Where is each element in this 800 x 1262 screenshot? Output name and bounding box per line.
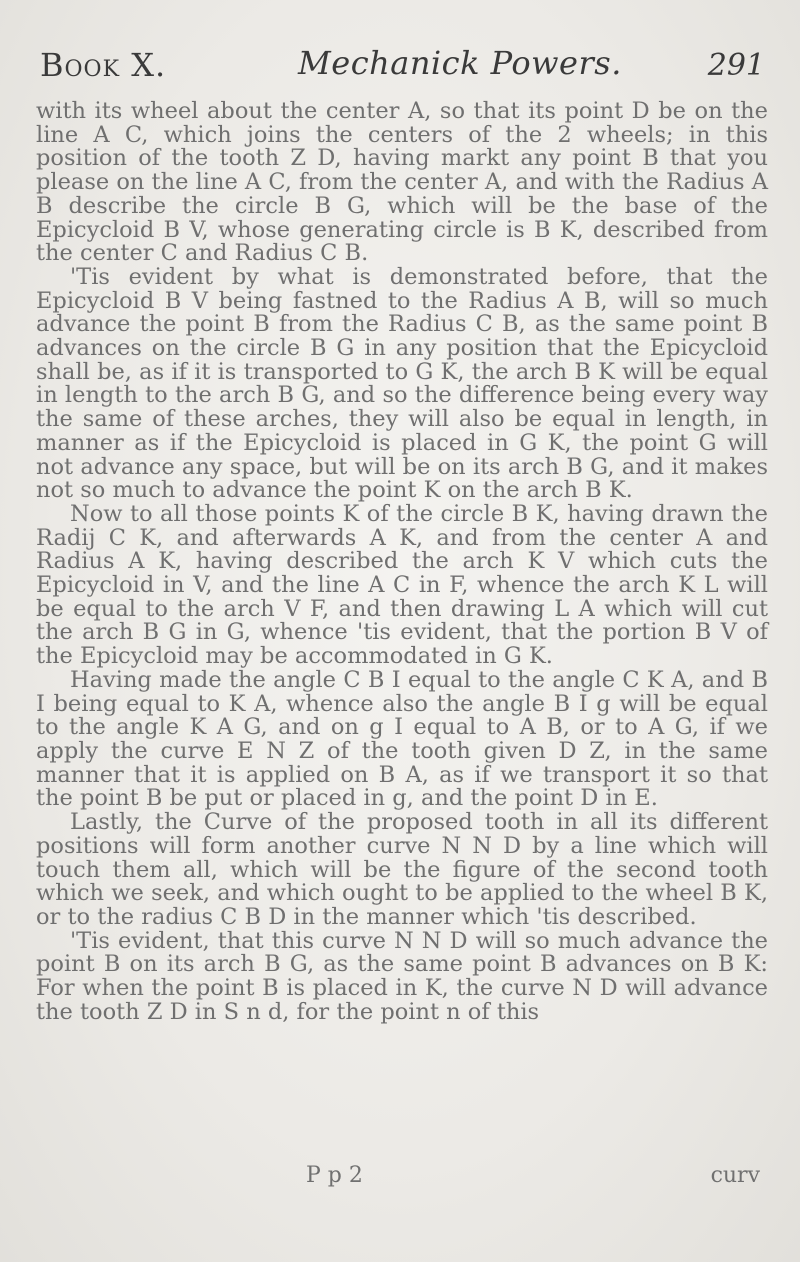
page-body-text bbox=[36, 100, 768, 1024]
page-footer bbox=[36, 1163, 768, 1189]
paragraph-5: Lastly, the Curve of the proposed tooth in all its different positions will form another curve N N D by a line which will touch them all, which will be the figure of the second tooth which we seek, and which ought to be applied to the wheel B K, or to the radius C B D in the manner which 'tis described. bbox=[36, 809, 768, 930]
running-header bbox=[40, 44, 765, 94]
book-number: Book X. bbox=[40, 46, 167, 84]
paragraph-1: with its wheel about the center A, so that its point D be on the line A C, which joins the centers of the 2 wheels; in this position of the tooth Z D, having markt any point B that you please on the line A C, from the center A, and with the Radius A B describe the circle B G, which will be the base of the Epicycloid B V, whose generating circle is B K, described from the center C and Radius C B. bbox=[36, 98, 768, 267]
page-number: 291 bbox=[707, 48, 765, 83]
paragraph-6: 'Tis evident, that this curve N N D will so much advance the point B on its arch B G, as the same point B advances on B K: For when the point B is placed in K, the curve N D will advance the tooth Z D in S n d, for the point n of this bbox=[36, 927, 768, 1025]
catchword: curv bbox=[710, 1163, 760, 1188]
paragraph-3: Now to all those points K of the circle B K, having drawn the Radij C K, and afterwards A K, and from the center A and Radius A K, having described the arch K V which cuts the Epicycloid in V, and the line A C in F, whence the arch K L will be equal to the arch V F, and then drawing L A which will cut the arch B G in G, whence 'tis evident, that the portion B V of the Epicycloid may be accommodated in G K. bbox=[36, 500, 768, 670]
signature-mark: P p 2 bbox=[306, 1163, 363, 1188]
paragraph-4: Having made the angle C B I equal to the angle C K A, and B I being equal to K A, whence also the angle B I g will be equal to the angle K A G, and on g I equal to A B, or to A G, if we apply the curve E N Z of the tooth given D Z, in the same manner that it is applied on B A, as if we transport it so that the point B be put or placed in g, and the point D in E. bbox=[36, 666, 768, 812]
paragraph-2: 'Tis evident by what is demonstrated before, that the Epicycloid B V being fastned to the Radius A B, will so much advance the point B from the Radius C B, as the same point B advances on the circle B G in any position that the Epicycloid shall be, as if it is transported to G K, the arch B K will be equal in length to the arch B G, and so the difference being every way the same of these arches, they will also be equal in length, in manner as if the Epicycloid is placed in G K, the point G will not advance any space, but will be on its arch B G, and it makes not so much to advance the point K on the arch B K. bbox=[36, 263, 768, 504]
running-title: Mechanick Powers. bbox=[298, 44, 622, 82]
